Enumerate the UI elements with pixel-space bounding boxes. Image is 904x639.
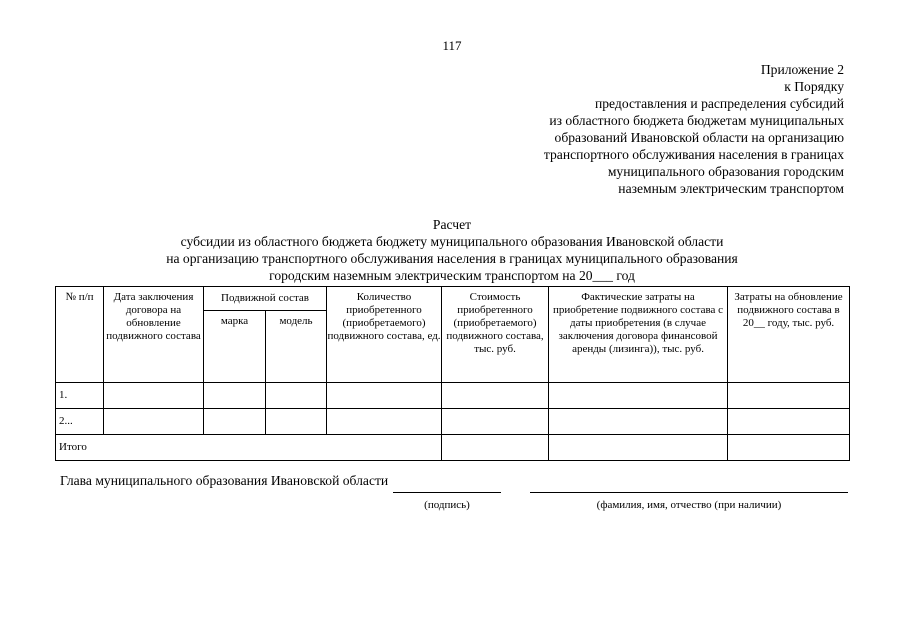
title-line: субсидии из областного бюджета бюджету муниципального образования Ивановской области [180, 234, 724, 249]
document-title [0, 216, 904, 284]
header-brand: марка [204, 311, 266, 383]
header-actual-costs: Фактические затраты на приобретение подвижного состава с даты приобретения (в случае заключения договора финансовой аренды (лизинга)), тыс. руб. [549, 287, 728, 383]
annex-line: Приложение 2 [760, 62, 844, 77]
annex-line: предоставления и распределения субсидий [594, 96, 844, 111]
total-row [56, 435, 850, 461]
table-cell [104, 409, 204, 435]
page-number: 117 [442, 38, 462, 53]
table-cell [327, 409, 442, 435]
header-rolling-stock: Подвижной состав [204, 287, 327, 311]
calculation-table [55, 286, 850, 461]
header-quantity: Количество приобретенного (приобретаемого) подвижного состава, ед. [327, 287, 442, 383]
name-caption: (фамилия, имя, отчество (при наличии) [596, 499, 782, 511]
table-cell [549, 383, 728, 409]
table-cell [728, 409, 850, 435]
table-cell [442, 435, 549, 461]
total-label: Итого [56, 435, 442, 461]
annex-line: транспортного обслуживания населения в границах [543, 147, 844, 162]
table-cell [442, 409, 549, 435]
title-heading: Расчет [432, 217, 472, 232]
table-row [56, 383, 850, 409]
table-cell [549, 409, 728, 435]
table-cell [549, 435, 728, 461]
table-cell [728, 435, 850, 461]
table-cell [204, 383, 266, 409]
table-cell [327, 383, 442, 409]
header-num: № п/п [56, 287, 104, 383]
table-cell [728, 383, 850, 409]
title-line: городским наземным электрическим транспортом на 20___ год [269, 268, 635, 283]
annex-line: к Порядку [784, 79, 844, 94]
header-renewal-costs: Затраты на обновление подвижного состава в 20__ году, тыс. руб. [728, 287, 850, 383]
name-line [530, 492, 848, 493]
table-row [56, 409, 850, 435]
signature-caption: (подпись) [424, 499, 470, 511]
table-cell [266, 383, 327, 409]
row-num: 2... [56, 409, 104, 435]
header-contract-date: Дата заключения договора на обновление подвижного состава [104, 287, 204, 383]
table-cell [442, 383, 549, 409]
title-line: на организацию транспортного обслуживания населения в границах муниципального образования [166, 251, 738, 266]
table-cell [104, 383, 204, 409]
annex-header [544, 61, 844, 197]
signature-position: Глава муниципального образования Ивановской области [60, 473, 389, 488]
annex-line: муниципального образования городским [607, 164, 844, 179]
annex-line: наземным электрическим транспортом [618, 181, 844, 196]
table-cell [204, 409, 266, 435]
table-cell [266, 409, 327, 435]
header-cost: Стоимость приобретенного (приобретаемого) подвижного состава, тыс. руб. [442, 287, 549, 383]
header-model: модель [266, 311, 327, 383]
annex-line: образований Ивановской области на организацию [554, 130, 844, 145]
annex-line: из областного бюджета бюджетам муниципальных [549, 113, 844, 128]
signature-line [393, 492, 501, 493]
row-num: 1. [56, 383, 104, 409]
